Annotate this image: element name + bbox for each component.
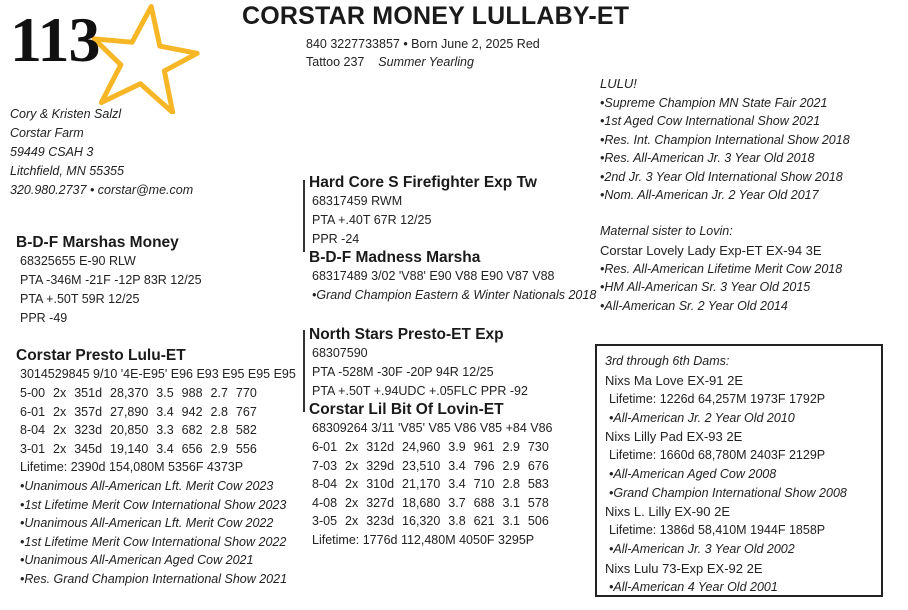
- sire-dam-award: •Grand Champion Eastern & Winter Nationals 2018: [312, 288, 597, 302]
- ancestor-dam-award: •All-American Jr. 2 Year Old 2010: [609, 410, 795, 425]
- maternal-sister-award: •All-American Sr. 2 Year Old 2014: [600, 298, 788, 313]
- lactation-cell: 312d: [366, 440, 395, 454]
- lactation-cell: 19,140: [110, 441, 149, 456]
- lactation-cell: 2x: [53, 386, 67, 400]
- lactation-cell: 682: [181, 423, 203, 438]
- lactation-cell: 578: [527, 495, 549, 510]
- lactation-cell: 2.9: [502, 440, 520, 454]
- sire-sire-name: Hard Core S Firefighter Exp Tw: [309, 174, 537, 191]
- lactation-cell: 3-05: [312, 514, 338, 529]
- dam-award: •1st Lifetime Merit Cow International Show 2022: [20, 534, 287, 549]
- sire-sire-block: [309, 173, 537, 249]
- lactation-cell: 2.8: [502, 477, 520, 492]
- lactation-cell: 323d: [366, 514, 395, 529]
- ancestor-dam-lifetime: Lifetime: 1226d 64,257M 1973F 1792P: [609, 391, 826, 406]
- lactation-cell: 16,320: [402, 514, 441, 529]
- tattoo-line: [306, 53, 474, 71]
- lactation-cell: 2x: [53, 404, 67, 419]
- ancestor-dam-lifetime: Lifetime: 1660d 68,780M 2403F 2129P: [609, 448, 826, 462]
- ancestor-dam-award: •All-American Jr. 3 Year Old 2002: [609, 542, 795, 556]
- ancestor-dam-award: •Grand Champion International Show 2008: [609, 485, 847, 500]
- sire-line: 68325655 E-90 RLW: [20, 254, 136, 268]
- dam-sire-block: [309, 325, 528, 401]
- lactation-cell: 583: [527, 477, 549, 492]
- lactation-cell: 8-04: [20, 423, 46, 438]
- lactation-cell: 2.9: [502, 458, 520, 473]
- lactation-cell: 3.7: [448, 495, 466, 510]
- dam-dam-line: 68309264 3/11 'V85' V85 V86 V85 +84 V86: [312, 421, 553, 435]
- dam-award: •1st Lifetime Merit Cow International Show 2023: [20, 497, 287, 512]
- dam-name: Corstar Presto Lulu-ET: [16, 347, 186, 364]
- lactation-cell: 3.9: [448, 440, 466, 454]
- lactation-cell: 961: [473, 440, 495, 454]
- lactation-cell: 3.1: [502, 514, 520, 529]
- lactation-cell: 345d: [74, 441, 103, 456]
- lactation-cell: 2.9: [210, 441, 228, 456]
- lactation-cell: 27,890: [110, 404, 149, 419]
- lactation-cell: 329d: [366, 458, 395, 473]
- lactation-cell: 3.1: [502, 495, 520, 510]
- dam-line: 3014529845 9/10 '4E-E95' E96 E93 E95 E95 E95: [20, 367, 296, 381]
- class-label: Summer Yearling: [378, 55, 474, 69]
- lulu-award: •2nd Jr. 3 Year Old International Show 2018: [600, 169, 843, 184]
- lactation-cell: 2x: [345, 514, 359, 529]
- lactation-cell: 20,850: [110, 423, 149, 438]
- owner-names: Cory & Kristen Salzl: [10, 107, 122, 121]
- owner-city: Litchfield, MN 55355: [10, 164, 124, 178]
- lactation-cell: 24,960: [402, 440, 441, 454]
- pedigree-connector: [303, 180, 305, 252]
- lactation-cell: 3.8: [448, 514, 466, 529]
- lactation-cell: 28,370: [110, 386, 149, 400]
- ancestor-dam-name: Nixs L. Lilly EX-90 2E: [605, 504, 730, 519]
- dam-sire-name: North Stars Presto-ET Exp: [309, 326, 504, 343]
- lactation-cell: 582: [235, 423, 257, 438]
- lactation-cell: 3.4: [156, 404, 174, 419]
- lulu-heading: LULU!: [600, 76, 637, 91]
- tattoo: Tattoo 237: [306, 55, 365, 69]
- dam-award: •Unanimous All-American Aged Cow 2021: [20, 553, 254, 568]
- lactation-cell: 327d: [366, 495, 395, 510]
- lactation-row: [20, 440, 265, 459]
- lactation-row: [312, 512, 557, 531]
- owner-address: 59449 CSAH 3: [10, 145, 94, 159]
- sire-sire-line: PTA +.40T 67R 12/25: [312, 213, 432, 227]
- lactation-row: [312, 475, 557, 494]
- lactation-cell: 8-04: [312, 477, 338, 492]
- dam-award: •Unanimous All-American Lft. Merit Cow 2022: [20, 516, 274, 531]
- sire-name: B-D-F Marshas Money: [16, 234, 179, 251]
- lactation-cell: 3.4: [156, 441, 174, 456]
- ancestor-dam-name: Nixs Lilly Pad EX-93 2E: [605, 429, 743, 444]
- animal-id-line: 840 3227733857 • Born June 2, 2025 Red: [306, 37, 540, 51]
- lactation-row: [20, 384, 265, 403]
- lactation-cell: 2.7: [210, 386, 228, 400]
- lactation-cell: 556: [235, 441, 257, 456]
- lactation-row: [312, 457, 557, 476]
- lulu-award: •Res. All-American Jr. 3 Year Old 2018: [600, 151, 815, 165]
- lactation-row: [20, 403, 265, 422]
- sire-sire-line: 68317459 RWM: [312, 194, 403, 208]
- sire-dam-block: [309, 248, 596, 305]
- lactation-cell: 730: [527, 440, 549, 454]
- lactation-cell: 310d: [366, 477, 395, 492]
- lulu-award: •1st Aged Cow International Show 2021: [600, 114, 821, 128]
- sire-line: PTA -346M -21F -12P 83R 12/25: [20, 273, 202, 287]
- lactation-cell: 506: [527, 514, 549, 529]
- lulu-award: •Nom. All-American Jr. 2 Year Old 2017: [600, 188, 819, 202]
- ancestor-dam-lifetime: Lifetime: 1386d 58,410M 1944F 1858P: [609, 523, 826, 537]
- star-graphic: [88, 2, 200, 119]
- ancestor-dam-award: •All-American Aged Cow 2008: [609, 467, 777, 481]
- lactation-cell: 3-01: [20, 441, 46, 456]
- lactation-cell: 18,680: [402, 495, 441, 510]
- dam-award: •Res. Grand Champion International Show 2021: [20, 571, 288, 586]
- lot-number: 113: [10, 4, 100, 75]
- maternal-sister-block: [600, 222, 842, 315]
- lactation-cell: 21,170: [402, 477, 441, 492]
- ancestor-dams-heading: 3rd through 6th Dams:: [605, 354, 730, 368]
- lactation-cell: 4-08: [312, 495, 338, 510]
- lactation-cell: 2x: [53, 423, 67, 438]
- lactation-cell: 3.4: [448, 477, 466, 492]
- dam-dam-lifetime: Lifetime: 1776d 112,480M 4050F 3295P: [312, 532, 535, 547]
- dam-sire-line: PTA -528M -30F -20P 94R 12/25: [312, 365, 494, 379]
- dam-sire-line: 68307590: [312, 346, 368, 360]
- lactation-row: [312, 438, 557, 457]
- lactation-cell: 3.5: [156, 386, 174, 400]
- lactation-cell: 988: [181, 386, 203, 400]
- sire-line: PTA +.50T 59R 12/25: [20, 292, 140, 306]
- lactation-cell: 688: [473, 495, 495, 510]
- lactation-cell: 3.4: [448, 458, 466, 473]
- lactation-cell: 2x: [345, 477, 359, 492]
- dam-dam-lactation-table: [312, 438, 557, 531]
- sire-dam-line: 68317489 3/02 'V88' E90 V88 E90 V87 V88: [312, 269, 555, 283]
- lactation-cell: 710: [473, 477, 495, 492]
- ancestor-dam-name: Nixs Ma Love EX-91 2E: [605, 372, 744, 388]
- owner-contact: 320.980.2737 • corstar@me.com: [10, 183, 194, 197]
- lactation-cell: 2.8: [210, 404, 228, 419]
- lactation-cell: 23,510: [402, 458, 441, 473]
- lactation-cell: 6-01: [20, 404, 46, 419]
- lactation-cell: 7-03: [312, 458, 338, 473]
- maternal-sister-award: •Res. All-American Lifetime Merit Cow 2018: [600, 261, 843, 276]
- lactation-cell: 2.8: [210, 423, 228, 438]
- dam-sire-line: PTA +.50T +.94UDC +.05FLC PPR -92: [312, 384, 528, 398]
- dam-lactation-table: [20, 384, 265, 458]
- lactation-cell: 6-01: [312, 440, 338, 454]
- dam-award: •Unanimous All-American Lft. Merit Cow 2023: [20, 479, 274, 494]
- owner-farm: Corstar Farm: [10, 126, 84, 140]
- maternal-sister-heading: Maternal sister to Lovin:: [600, 224, 733, 238]
- sire-sire-line: PPR -24: [312, 232, 360, 246]
- lactation-cell: 357d: [74, 404, 103, 419]
- ancestor-dams-box: [595, 344, 883, 597]
- ancestor-dam-name: Nixs Lulu 73-Exp EX-92 2E: [605, 560, 763, 576]
- dam-lifetime: Lifetime: 2390d 154,080M 5356F 4373P: [20, 460, 244, 475]
- lactation-cell: 2x: [345, 440, 359, 454]
- lactation-cell: 796: [473, 458, 495, 473]
- lactation-cell: 656: [181, 441, 203, 456]
- lulu-award: •Res. Int. Champion International Show 2018: [600, 132, 850, 147]
- ancestor-dam-award: •All-American 4 Year Old 2001: [609, 579, 778, 594]
- dam-block: [16, 346, 296, 588]
- lactation-cell: 676: [527, 458, 549, 473]
- lactation-cell: 767: [235, 404, 257, 419]
- lactation-cell: 351d: [74, 386, 103, 400]
- dam-dam-block: [309, 400, 557, 550]
- lactation-cell: 3.3: [156, 423, 174, 438]
- sire-block: [16, 233, 202, 328]
- maternal-sister-award: •HM All-American Sr. 3 Year Old 2015: [600, 280, 811, 294]
- lactation-cell: 621: [473, 514, 495, 529]
- sire-dam-name: B-D-F Madness Marsha: [309, 249, 481, 266]
- lulu-award: •Supreme Champion MN State Fair 2021: [600, 95, 828, 110]
- lactation-cell: 2x: [345, 458, 359, 473]
- lactation-cell: 5-00: [20, 386, 46, 400]
- lactation-row: [20, 421, 265, 440]
- lactation-row: [312, 494, 557, 513]
- pedigree-connector: [303, 330, 305, 412]
- maternal-sister-name: Corstar Lovely Lady Exp-ET EX-94 3E: [600, 242, 822, 258]
- lactation-cell: 770: [235, 386, 257, 400]
- owner-block: [10, 105, 193, 200]
- lactation-cell: 2x: [53, 441, 67, 456]
- dam-dam-name: Corstar Lil Bit Of Lovin-ET: [309, 401, 504, 418]
- lactation-cell: 2x: [345, 495, 359, 510]
- lactation-cell: 942: [181, 404, 203, 419]
- lulu-block: [600, 75, 850, 205]
- animal-title: CORSTAR MONEY LULLABY-ET: [242, 2, 630, 30]
- sire-line: PPR -49: [20, 311, 68, 325]
- lactation-cell: 323d: [74, 423, 103, 438]
